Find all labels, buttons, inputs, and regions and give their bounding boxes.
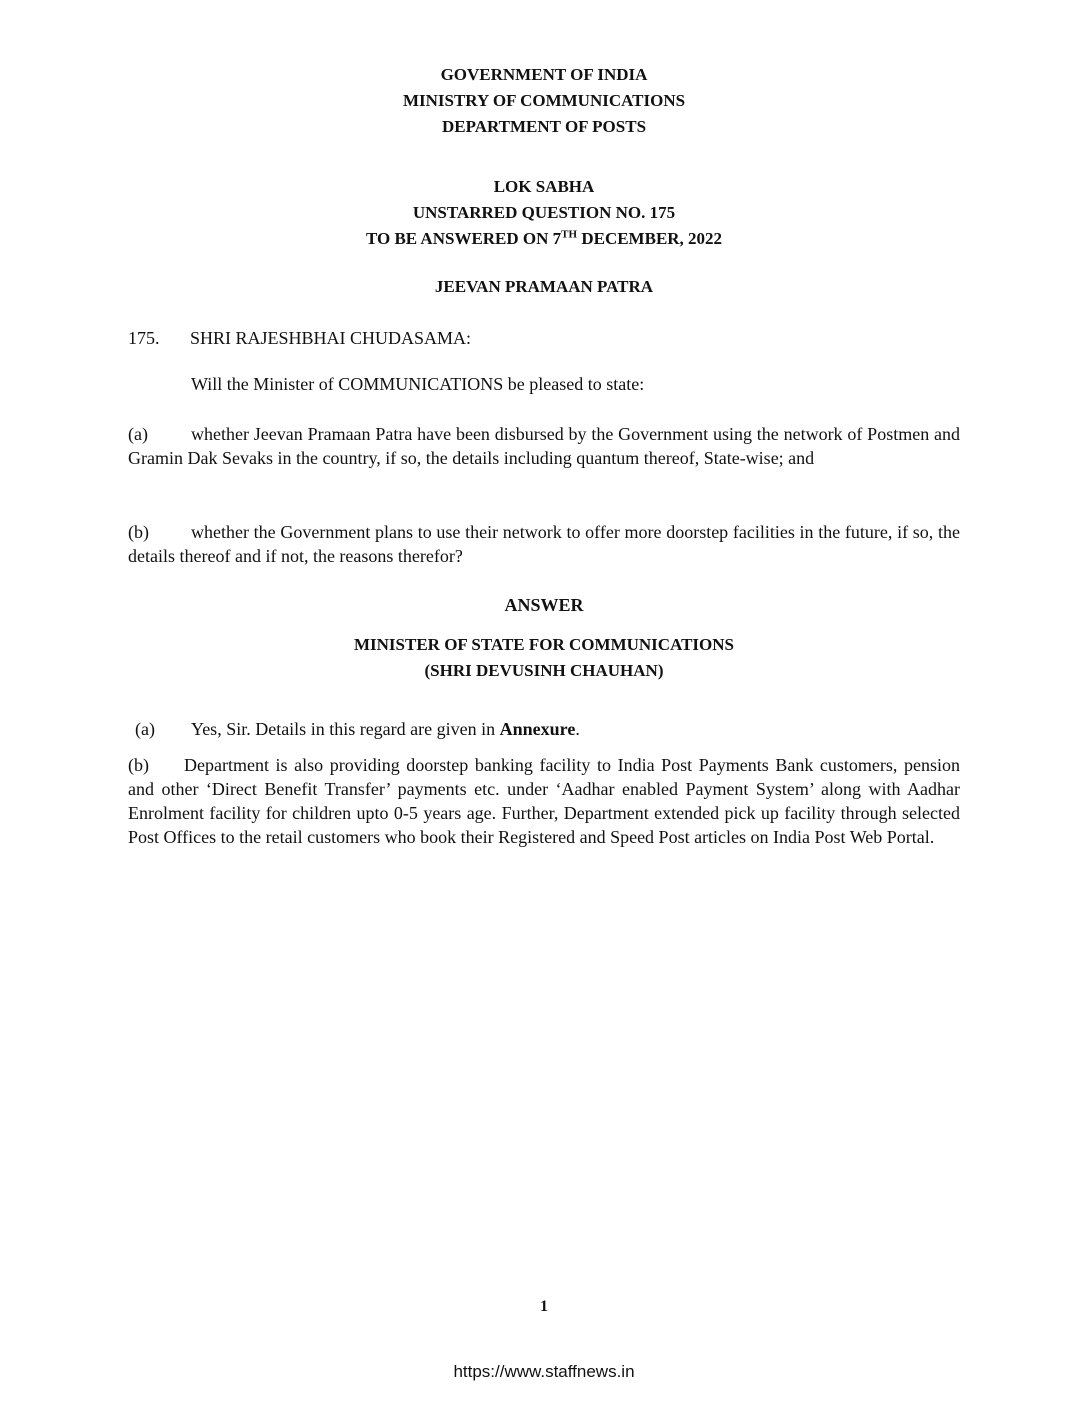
answer-heading bbox=[0, 592, 1088, 618]
question-intro: Will the Minister of COMMUNICATIONS be pleased to state: bbox=[191, 374, 645, 394]
answer-part-a-text-prefix: Yes, Sir. Details in this regard are given in bbox=[191, 719, 500, 739]
header-line-department: DEPARTMENT OF POSTS bbox=[441, 117, 647, 136]
question-part-b-text: whether the Government plans to use their network to offer more doorstep facilities in the future, if so, the details thereof and if not, the reasons therefor? bbox=[128, 522, 960, 566]
question-number: 175. bbox=[128, 328, 160, 348]
answer-date-prefix: TO BE ANSWERED ON 7 bbox=[365, 229, 562, 248]
header-line-government: GOVERNMENT OF INDIA bbox=[440, 65, 648, 84]
member-name: SHRI RAJESHBHAI CHUDASAMA: bbox=[190, 328, 472, 348]
answer-part-b bbox=[128, 753, 960, 849]
answer-heading-text: ANSWER bbox=[504, 595, 584, 615]
answer-part-b-label: (b) bbox=[128, 755, 149, 775]
answer-date bbox=[0, 226, 1088, 252]
subject-title bbox=[0, 274, 1088, 300]
answer-part-a-text-suffix: . bbox=[575, 719, 580, 739]
question-part-b-label: (b) bbox=[128, 522, 149, 542]
answer-date-superscript: TH bbox=[561, 228, 578, 241]
answer-part-b-text: Department is also providing doorstep banking facility to India Post Payments Bank customers, pension and other ‘Direct Benefit Transfer’ payments etc. under ‘Aadhar enabled Payment System’ along with Aadhar Enrolment facility for children upto 0-5 years age. Further, Department extended pick up facility through selected Post Offices to the retail customers who book their Registered and Speed Post articles on India Post Web Portal. bbox=[128, 755, 960, 847]
answer-part-a-label: (a) bbox=[135, 719, 155, 739]
ministry-header bbox=[0, 62, 1088, 140]
annexure-reference: Annexure bbox=[499, 719, 576, 739]
question-part-a-label: (a) bbox=[128, 424, 148, 444]
header-line-ministry: MINISTRY OF COMMUNICATIONS bbox=[402, 91, 686, 110]
minister-block bbox=[0, 632, 1088, 684]
subject-text: JEEVAN PRAMAAN PATRA bbox=[434, 277, 654, 296]
question-header bbox=[0, 174, 1088, 252]
answer-part-a bbox=[135, 717, 960, 741]
question-part-b bbox=[128, 520, 960, 568]
footer-url: https://www.staffnews.in bbox=[453, 1362, 635, 1381]
question-part-a bbox=[128, 422, 960, 470]
page-number: 1 bbox=[540, 1298, 548, 1315]
minister-name: (SHRI DEVUSINH CHAUHAN) bbox=[424, 661, 664, 680]
minister-title: MINISTER OF STATE FOR COMMUNICATIONS bbox=[353, 635, 734, 654]
question-member-line bbox=[128, 326, 471, 350]
house-name: LOK SABHA bbox=[493, 177, 595, 196]
question-number-title: UNSTARRED QUESTION NO. 175 bbox=[412, 203, 676, 222]
question-part-a-text: whether Jeevan Pramaan Patra have been disbursed by the Government using the network of Postmen and Gramin Dak Sevaks in the country, if so, the details including quantum thereof, State-wise; and bbox=[128, 424, 960, 468]
answer-date-suffix: DECEMBER, 2022 bbox=[577, 229, 723, 248]
